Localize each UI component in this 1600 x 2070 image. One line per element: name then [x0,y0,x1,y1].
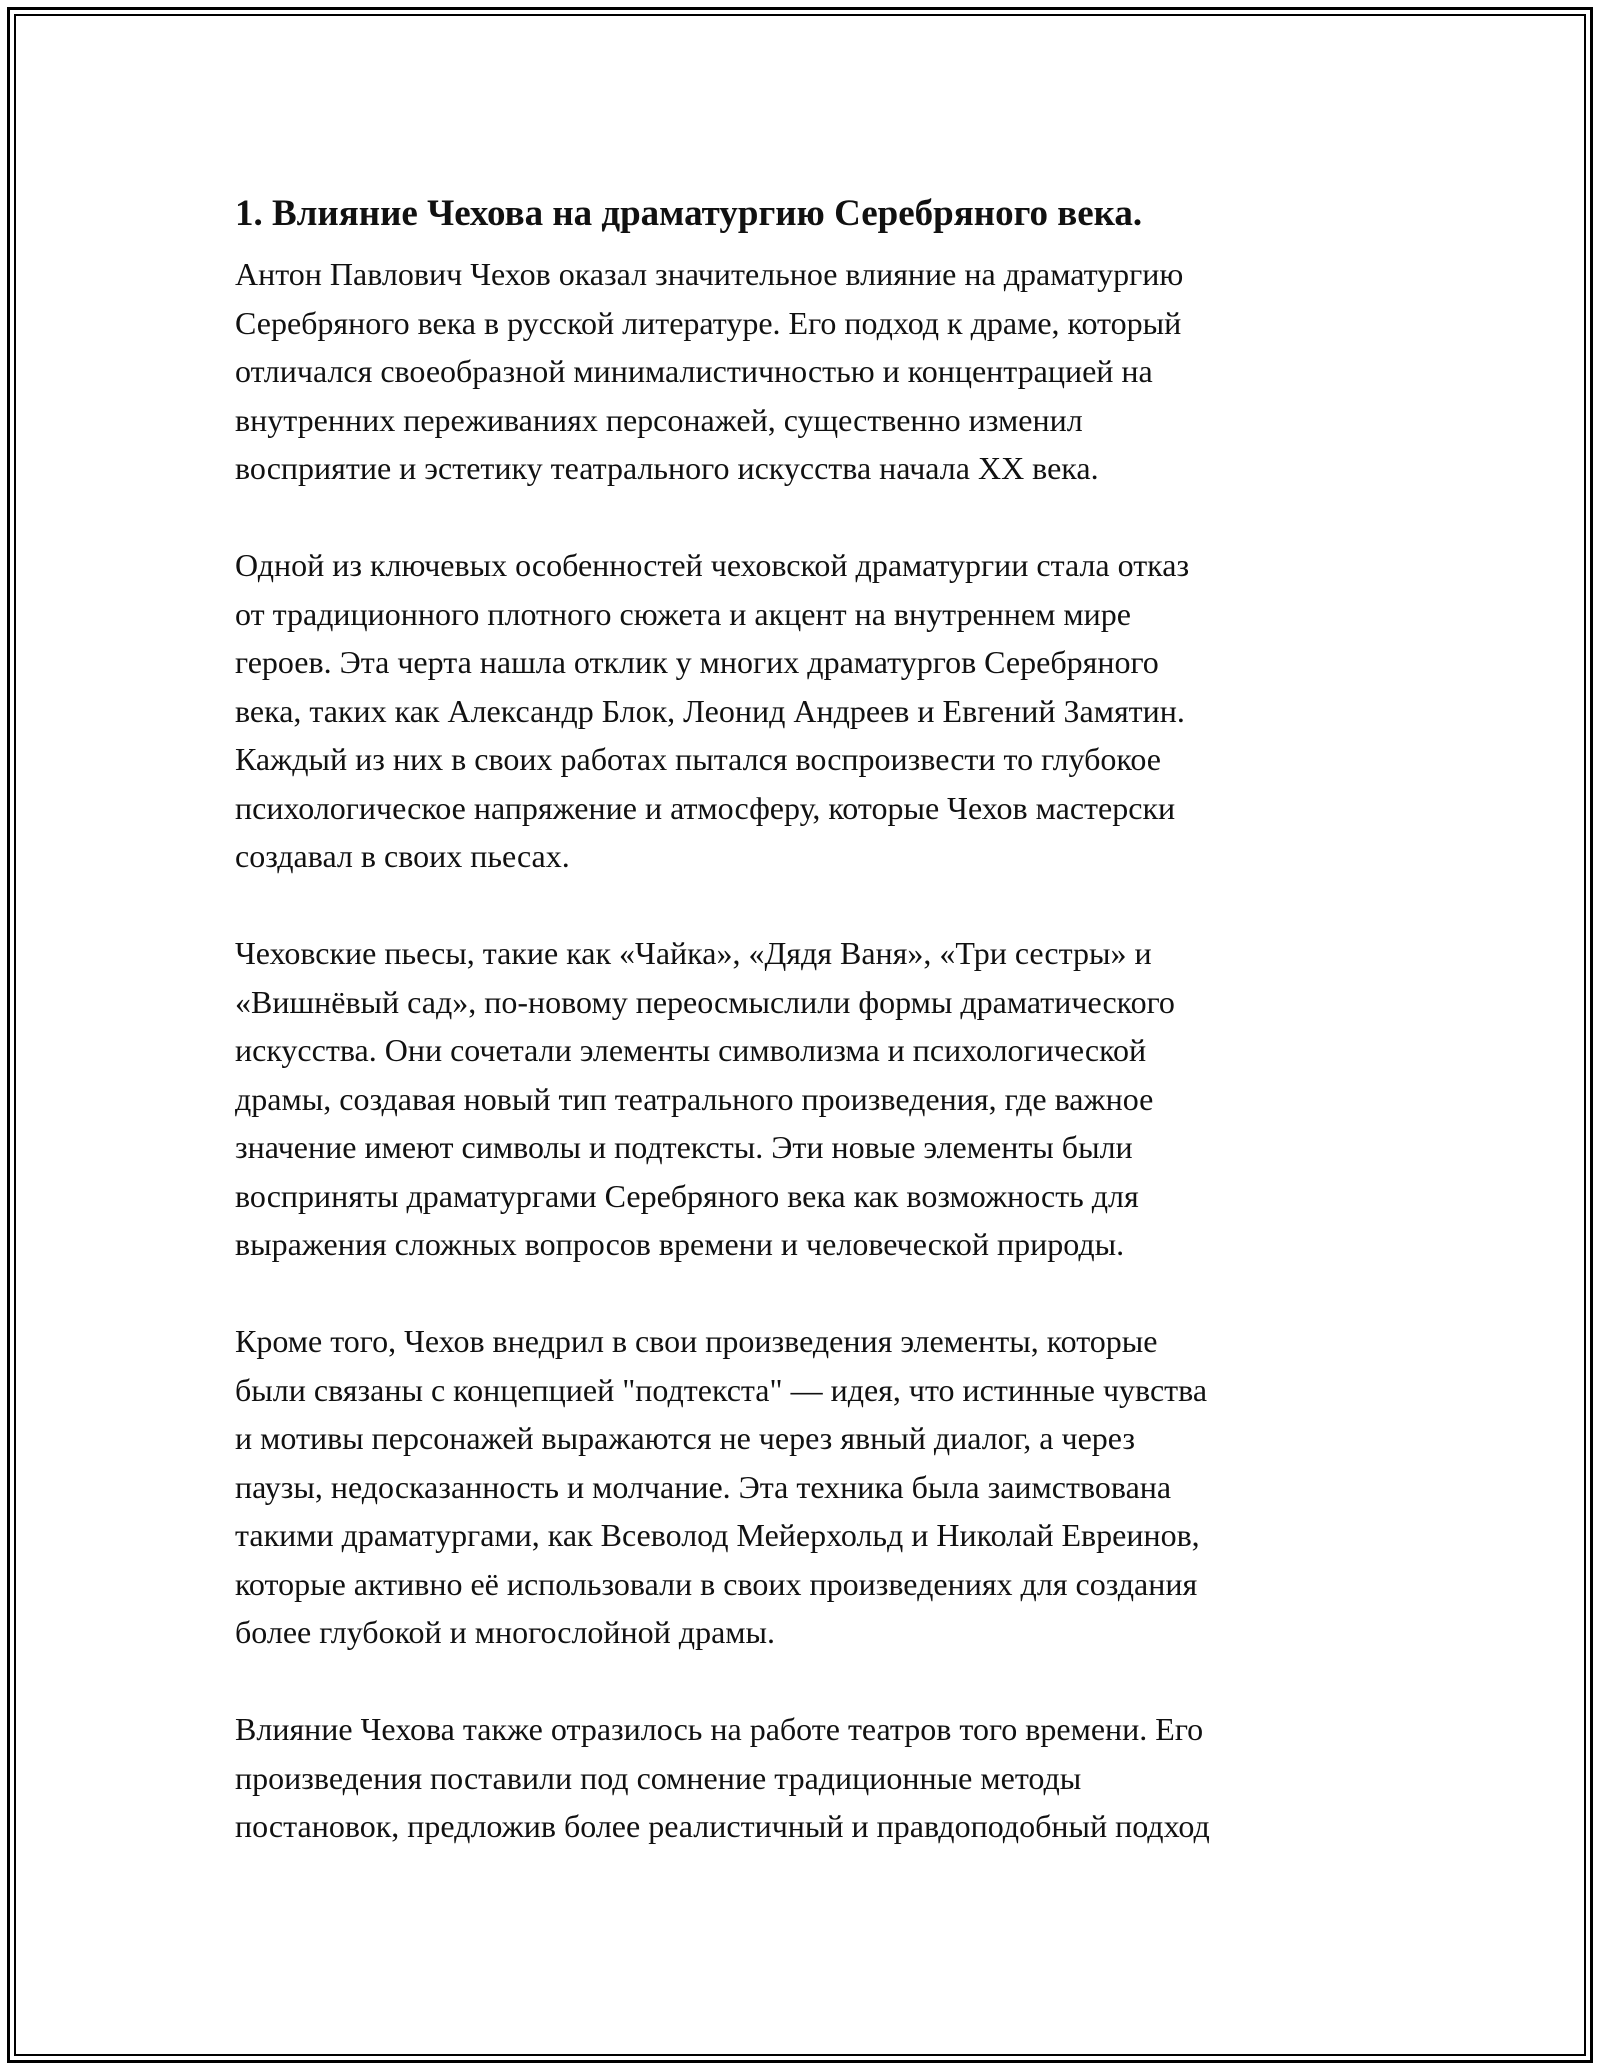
paragraph-line: такими драматургами, как Всеволод Мейерхольд и Николай Евреинов, [235,1517,1200,1553]
paragraph-line: искусства. Они сочетали элементы символизма и психологической [235,1032,1147,1068]
document-body [235,188,1385,1899]
paragraph-line: более глубокой и многослойной драмы. [235,1614,776,1650]
paragraph-line: восприятие и эстетику театрального искусства начала XX века. [235,450,1099,486]
paragraph [235,929,1385,1269]
paragraph-line: «Вишнёвый сад», по-новому переосмыслили формы драматического [235,983,1175,1020]
paragraph-line: выражения сложных вопросов времени и человеческой природы. [235,1226,1125,1262]
paragraph [235,1317,1385,1657]
paragraph-container [235,250,1385,1851]
paragraph-line: создавал в своих пьесах. [235,838,570,874]
paragraph-line: Чеховские пьесы, такие как «Чайка», «Дядя Ваня», «Три сестры» и [235,935,1152,971]
paragraph-line: внутренних переживаниях персонажей, существенно изменил [235,401,1083,438]
section-title: 1. Влияние Чехова на драматургию Серебряного века. [235,193,1143,234]
paragraph-line: Серебряного века в русской литературе. Его подход к драме, который [235,304,1182,341]
paragraph-line: паузы, недосказанность и молчание. Эта техника была заимствована [235,1468,1172,1505]
paragraph [235,541,1385,881]
paragraph-line: психологическое напряжение и атмосферу, которые Чехов мастерски [235,789,1176,826]
paragraph-line: которые активно её использовали в своих произведениях для создания [235,1565,1198,1602]
paragraph-line: Влияние Чехова также отразилось на работе театров того времени. Его [235,1711,1204,1747]
paragraph-line: восприняты драматургами Серебряного века как возможность для [235,1177,1139,1214]
paragraph-line: отличался своеобразной минималистичностью и концентрацией на [235,353,1153,389]
paragraph-line: героев. Эта черта нашла отклик у многих драматургов Серебряного [235,644,1159,680]
paragraph-line: значение имеют символы и подтексты. Эти новые элементы были [235,1129,1133,1165]
paragraph [235,250,1385,493]
paragraph-line: драмы, создавая новый тип театрального произведения, где важное [235,1080,1154,1117]
paragraph-line: произведения поставили под сомнение традиционные методы [235,1759,1082,1796]
paragraph [235,1705,1385,1851]
paragraph-line: Антон Павлович Чехов оказал значительное влияние на драматургию [235,256,1184,292]
paragraph-line: века, таких как Александр Блок, Леонид Андреев и Евгений Замятин. [235,692,1185,729]
paragraph-line: и мотивы персонажей выражаются не через явный диалог, а через [235,1420,1135,1456]
paragraph-line: Кроме того, Чехов внедрил в свои произведения элементы, которые [235,1323,1158,1359]
paragraph-line: Каждый из них в своих работах пытался воспроизвести то глубокое [235,741,1161,777]
paragraph-line: от традиционного плотного сюжета и акцент на внутреннем мире [235,595,1131,632]
paragraph-line: постановок, предложив более реалистичный и правдоподобный подход [235,1808,1210,1844]
paragraph-line: были связаны с концепцией "подтекста" — идея, что истинные чувства [235,1371,1208,1408]
paragraph-line: Одной из ключевых особенностей чеховской драматургии стала отказ [235,547,1190,583]
